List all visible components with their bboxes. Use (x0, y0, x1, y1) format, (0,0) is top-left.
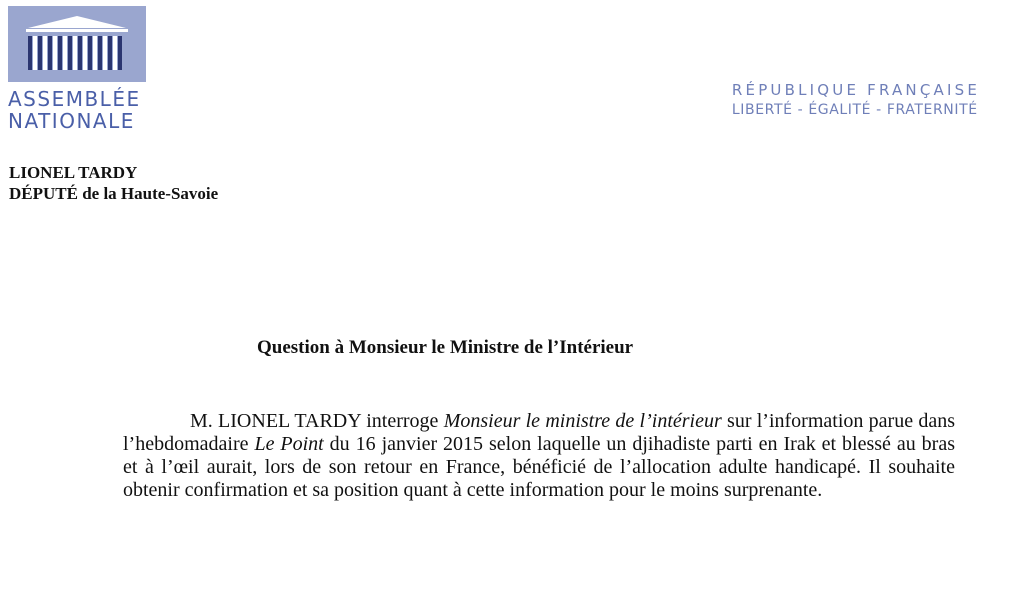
question-title: Question à Monsieur le Ministre de l’Intérieur (257, 337, 634, 358)
author-title: DÉPUTÉ de la Haute-Savoie (9, 184, 219, 203)
body-italic-1: Monsieur le ministre de l’intérieur (443, 410, 722, 432)
question-body (123, 410, 955, 502)
devise-line: LIBERTÉ - ÉGALITÉ - FRATERNITÉ (731, 102, 978, 118)
author-name: LIONEL TARDY (9, 163, 138, 182)
author-block (9, 162, 218, 204)
logo-line-1: ASSEMBLÉE (8, 87, 141, 111)
logo-line-2: NATIONALE (8, 109, 135, 133)
body-part-3: du 16 janvier 2015 selon laquelle un djihadiste parti en Irak et blessé au bras et à l’œil aurait, lors de son retour en France, bénéficié de l’allocation adulte handicapé. Il souhaite obtenir confirmation et sa position quant à cette information pour le moins surprenante. (123, 433, 955, 501)
question-paragraph (123, 410, 955, 502)
body-part-2: sur l’information parue dans l’hebdomadaire (123, 410, 955, 455)
palais-bourbon-emblem-icon (8, 6, 146, 82)
republique-line: RÉPUBLIQUE FRANÇAISE (731, 81, 980, 99)
body-italic-2: Le Point (254, 433, 324, 455)
assemblee-nationale-wordmark (8, 88, 141, 132)
republique-francaise-header (732, 80, 980, 120)
body-part-1: M. LIONEL TARDY interroge (190, 410, 444, 432)
